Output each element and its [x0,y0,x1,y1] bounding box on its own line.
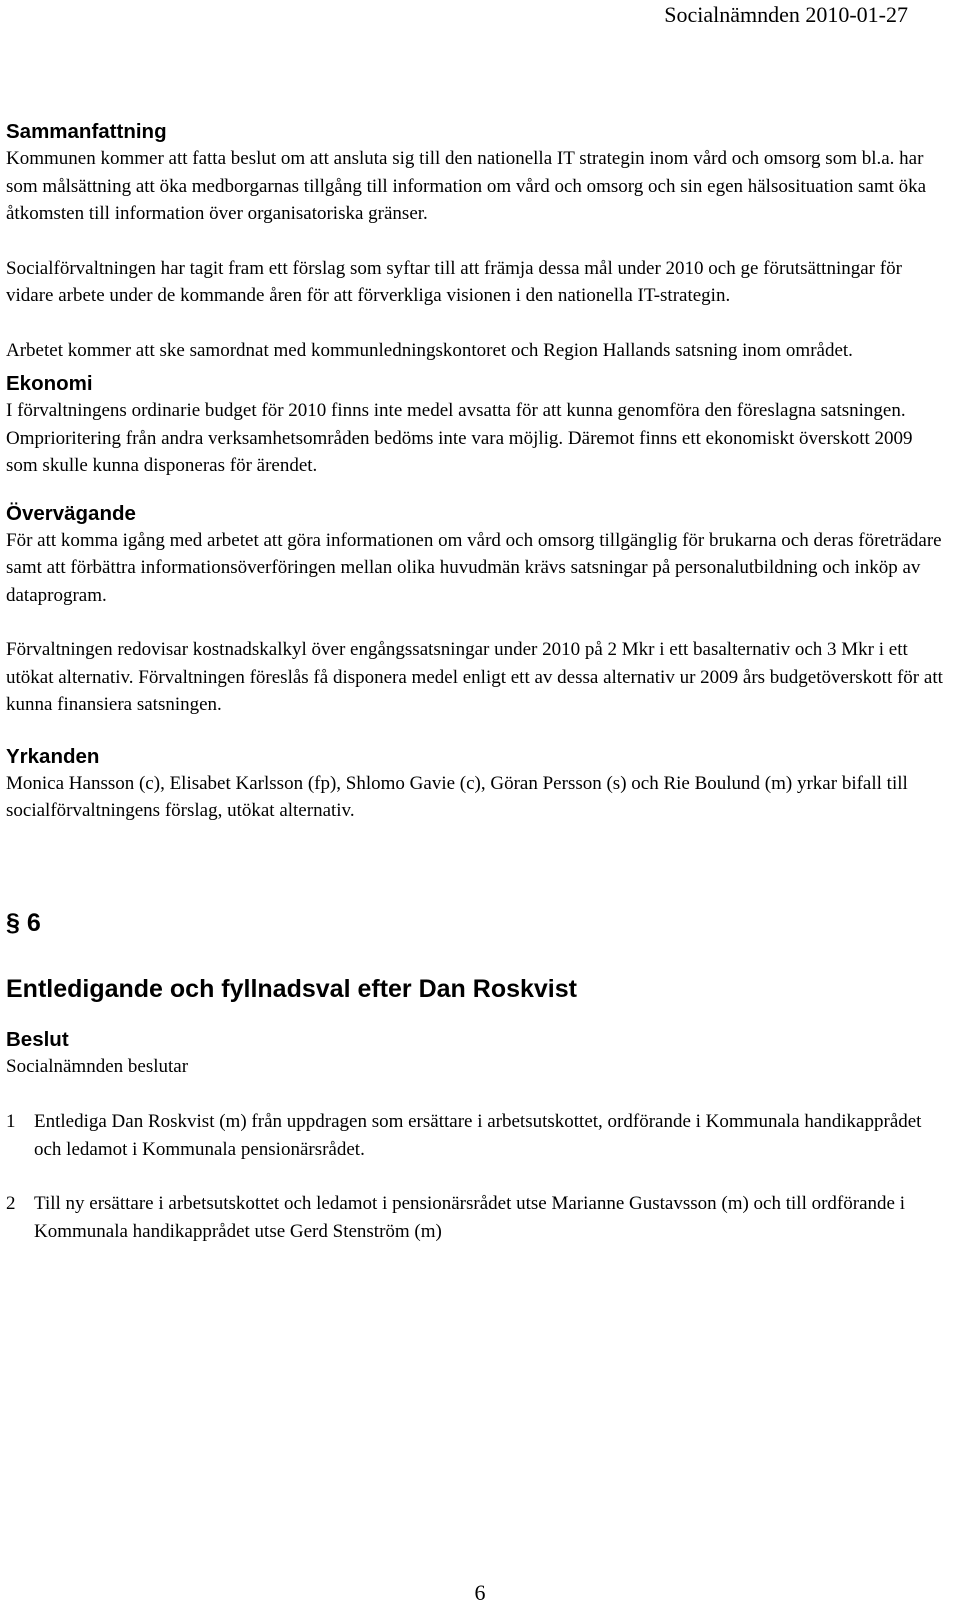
claims-paragraph: Monica Hansson (c), Elisabet Karlsson (fp), Shlomo Gavie (c), Göran Persson (s) och Rie Boulund (m) yrkar bifall till socialförvaltningens förslag, utökat alternativ. [6,772,908,821]
summary-heading: Sammanfattning [6,120,167,143]
decision-item [6,1108,946,1163]
decision-item-number: 2 [6,1193,16,1214]
decision-item-text: Entlediga Dan Roskvist (m) från uppdragen som ersättare i arbetsutskottet, ordförande i Kommunala handikapprådet och ledamot i Kommunala pensionärsrådet. [34,1111,922,1160]
consideration-heading: Övervägande [6,501,136,525]
decision-item-number: 1 [6,1111,16,1132]
summary-paragraph-2: Socialförvaltningen har tagit fram ett förslag som syftar till att främja dessa mål under 2010 och ge förutsättningar för vidare arbete under de kommande åren för att förverkliga visionen i den nationella IT-strategin. [6,257,902,306]
consideration-paragraph-1: För att komma igång med arbetet att göra informationen om vård och omsorg tillgänglig för brukarna och deras företrädare samt att förbättra informationsöverföringen mellan olika huvudmän krävs satsningar på personalutbildning och inköp av dataprogram. [6,529,942,606]
section-title: Entledigande och fyllnadsval efter Dan Roskvist [6,974,577,1003]
decision-intro: Socialnämnden beslutar [6,1055,189,1077]
decision-item-text: Till ny ersättare i arbetsutskottet och ledamot i pensionärsrådet utse Marianne Gustavsson (m) och till ordförande i Kommunala handikapprådet utse Gerd Stenström (m) [34,1193,905,1242]
decision-item [6,1190,946,1245]
decision-heading: Beslut [6,1027,69,1051]
summary-paragraph-3: Arbetet kommer att ske samordnat med kommunledningskontoret och Region Hallands satsning inom området. [6,339,853,361]
document-body [6,118,946,1245]
economy-paragraph: I förvaltningens ordinarie budget för 2010 finns inte medel avsatta för att kunna genomföra den föreslagna satsningen. Omprioritering från andra verksamhetsområden bedöms inte vara möjlig. Däremot finns ett ekonomiskt överskott 2009 som skulle kunna disponeras för ärendet. [6,400,913,476]
page-number: 6 [474,1580,486,1605]
consideration-paragraph-2: Förvaltningen redovisar kostnadskalkyl över engångssatsningar under 2010 på 2 Mkr i ett basalternativ och 3 Mkr i ett utökat alternativ. Förvaltningen föreslås få disponera medel enligt ett av dessa alternativ ur 2009 års budgetöverskott för att kunna finansiera satsningen. [6,639,943,715]
summary-paragraph-1: Kommunen kommer att fatta beslut om att ansluta sig till den nationella IT strategin inom vård och omsorg som bl.a. har som målsättning att öka medborgarnas tillgång till information om vård och omsorg och sin egen hälsosituation samt öka åtkomsten till information över organisatoriska gränser. [6,148,927,224]
page-header: Socialnämnden 2010-01-27 [664,2,908,27]
economy-heading: Ekonomi [6,372,93,395]
claims-heading: Yrkanden [6,744,100,768]
section-number: § 6 [6,908,41,937]
